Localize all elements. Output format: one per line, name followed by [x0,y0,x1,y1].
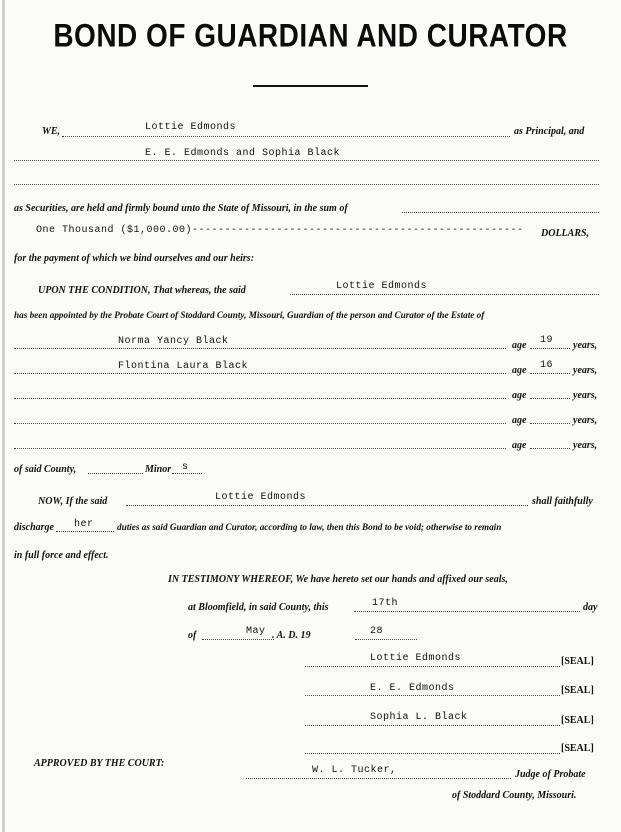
ward-years-label-5: years, [573,440,598,451]
judge-name: W. L. Tucker, [312,765,397,776]
ward-name-2: Flontina Laura Black [118,361,249,372]
judge-title: Judge of Probate [515,769,586,780]
principal-name: Lottie Edmonds [145,122,237,133]
sum-dashes: --------------------------------------------------- [192,225,524,236]
ward-line-2 [14,373,506,374]
ward-years-label-1: years, [573,340,598,351]
ward-age-label-3: age [512,390,527,401]
bloomfield-text: at Bloomfield, in said County, this [188,602,329,613]
ward-age-line-4 [530,423,570,424]
now-name: Lottie Edmonds [215,492,307,503]
minor-line [172,473,202,474]
discharge-pronoun: her [74,519,94,530]
ward-age-1: 19 [540,335,554,346]
minor-label: Minor [145,464,172,475]
principal-line [62,136,510,137]
ward-age-label-2: age [512,365,527,376]
discharge-line [56,531,114,532]
ward-years-label-4: years, [573,415,598,426]
ward-age-label-4: age [512,415,527,426]
signature-line-4 [305,753,560,754]
now-suffix: shall faithfully [532,496,593,507]
ward-line-1 [14,348,506,349]
ward-age-label-5: age [512,440,527,451]
ward-age-label-1: age [512,340,527,351]
day-label: day [583,602,598,613]
signature-name-2: E. E. Edmonds [370,683,455,694]
ward-age-2: 16 [540,360,554,371]
condition-text: UPON THE CONDITION, That whereas, the said [38,285,246,296]
ward-years-label-3: years, [573,390,598,401]
seal-1: [SEAL] [561,656,594,667]
county-line [88,473,143,474]
ward-age-line-1 [530,348,570,349]
page-edge-shadow [2,0,5,832]
sum-amount: One Thousand ($1,000.00) [36,225,193,236]
month-value: May [246,626,266,637]
signature-line-3 [305,725,560,726]
securities-text: as Securities, are held and firmly bound unto the State of Missouri, in the sum of [14,203,348,214]
ward-line-5 [14,448,506,449]
discharge-label: discharge [14,522,54,533]
document-title: BOND OF GUARDIAN AND CURATOR [53,17,568,54]
signature-name-1: Lottie Edmonds [370,653,462,664]
force-text: in full force and effect. [14,550,109,561]
payment-text: for the payment of which we bind ourselves and our heirs: [14,253,255,264]
now-line [126,505,528,506]
now-text: NOW, If the said [38,496,108,507]
securities-line-2 [14,184,599,185]
sum-unit: DOLLARS, [541,228,590,239]
judge-county: of Stoddard County, Missouri. [452,790,577,801]
ward-line-4 [14,423,506,424]
ward-name-1: Norma Yancy Black [118,336,229,347]
condition-line [290,294,599,295]
ward-age-line-2 [530,373,570,374]
judge-line [246,778,511,779]
ward-age-line-3 [530,398,570,399]
appointed-text: has been appointed by the Probate Court of Stoddard County, Missouri, Guardian of the person and Curator of the Estate of [14,310,485,320]
securities-line-1 [14,160,599,161]
seal-4: [SEAL] [561,743,594,754]
minor-suffix: s [182,462,189,473]
seal-2: [SEAL] [561,685,594,696]
seal-3: [SEAL] [561,715,594,726]
county-text: of said County, [14,464,77,475]
year-line [355,639,417,640]
principal-suffix: as Principal, and [514,126,585,137]
year-value: 28 [370,626,384,637]
signature-line-1 [305,666,560,667]
sum-line [402,212,599,213]
discharge-text: duties as said Guardian and Curator, according to law, then this Bond to be void; otherwise to remain [117,522,502,532]
testimony-text: IN TESTIMONY WHEREOF, We have hereto set our hands and affixed our seals, [168,574,508,585]
signature-name-3: Sophia L. Black [370,712,468,723]
approved-label: APPROVED BY THE COURT: [34,758,165,769]
ad-label: . A. D. 19 [272,630,311,641]
ward-age-line-5 [530,448,570,449]
securities-names: E. E. Edmonds and Sophia Black [145,148,341,159]
day-value: 17th [372,598,399,609]
of-label: of [188,630,197,641]
month-line [202,639,274,640]
we-label: WE, [42,126,61,137]
ward-years-label-2: years, [573,365,598,376]
day-line [354,611,580,612]
ward-line-3 [14,398,506,399]
condition-name: Lottie Edmonds [336,281,428,292]
signature-line-2 [305,695,560,696]
title-underline [253,85,368,87]
